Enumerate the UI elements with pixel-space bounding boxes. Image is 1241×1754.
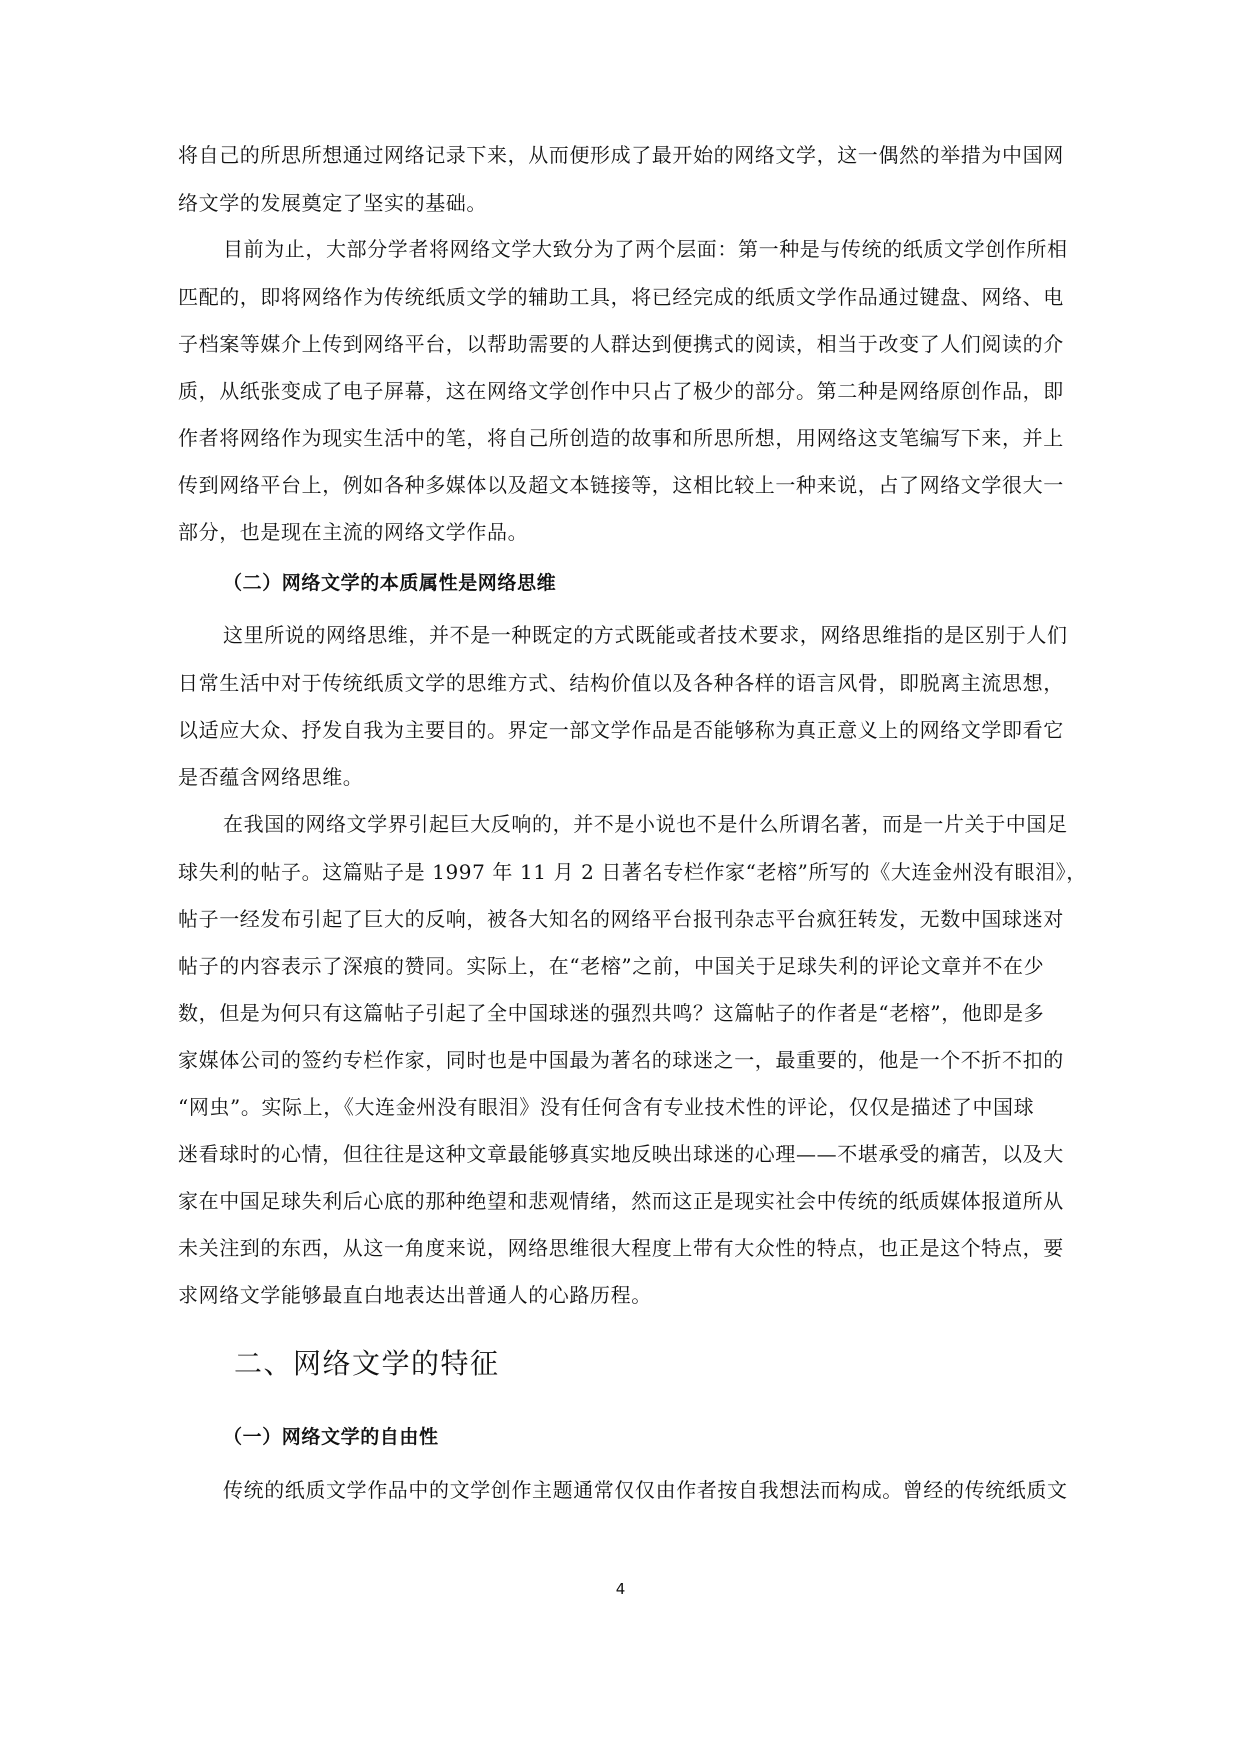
section-heading: （二）网络文学的本质属性是网络思维	[223, 572, 557, 594]
text-line: 迷看球时的心情，但往往是这种文章最能够真实地反映出球迷的心理——不堪承受的痛苦，以及大	[178, 1142, 1064, 1166]
text-line: 质，从纸张变成了电子屏幕，这在网络文学创作中只占了极少的部分。第二种是网络原创作品，即	[178, 379, 1064, 403]
text-line: 家在中国足球失利后心底的那种绝望和悲观情绪，然而这正是现实社会中传统的纸质媒体报道所从	[178, 1189, 1064, 1213]
text-line: 帖子的内容表示了深痕的赞同。实际上，在“老榕”之前，中国关于足球失利的评论文章并不在少	[178, 954, 1045, 978]
text-line: 日常生活中对于传统纸质文学的思维方式、结构价值以及各种各样的语言风骨，即脱离主流思想，	[178, 671, 1064, 695]
text-line: 是否蕴含网络思维。	[178, 765, 364, 789]
text-line: 传到网络平台上，例如各种多媒体以及超文本链接等，这相比较上一种来说，占了网络文学很大一	[178, 473, 1064, 497]
text-line: 未关注到的东西，从这一角度来说，网络思维很大程度上带有大众性的特点，也正是这个特点，要	[178, 1236, 1064, 1260]
text-line: 部分，也是现在主流的网络文学作品。	[178, 520, 529, 544]
text-line: “网虫”。实际上，《大连金州没有眼泪》没有任何含有专业技术性的评论，仅仅是描述了中国球	[178, 1095, 1035, 1119]
text-line: 以适应大众、抒发自我为主要目的。界定一部文学作品是否能够称为真正意义上的网络文学即看它	[178, 718, 1064, 742]
text-line: 家媒体公司的签约专栏作家，同时也是中国最为著名的球迷之一，最重要的，他是一个不折不扣的	[178, 1048, 1064, 1072]
text-line: 求网络文学能够最直白地表达出普通人的心路历程。	[178, 1283, 652, 1307]
text-line: 作者将网络作为现实生活中的笔，将自己所创造的故事和所思所想，用网络这支笔编写下来，并上	[178, 426, 1064, 450]
page-number: 4	[615, 1580, 626, 1598]
text-line: 数，但是为何只有这篇帖子引起了全中国球迷的强烈共鸣？这篇帖子的作者是“老榕”，他即是多	[178, 1001, 1045, 1025]
text-line: 目前为止，大部分学者将网络文学大致分为了两个层面：第一种是与传统的纸质文学创作所相	[223, 237, 1068, 261]
text-line: 子档案等媒介上传到网络平台，以帮助需要的人群达到便携式的阅读，相当于改变了人们阅读的介	[178, 332, 1064, 356]
text-line: 帖子一经发布引起了巨大的反响，被各大知名的网络平台报刊杂志平台疯狂转发，无数中国球迷对	[178, 907, 1064, 931]
text-line: 将自己的所思所想通过网络记录下来，从而便形成了最开始的网络文学，这一偶然的举措为中国网	[178, 143, 1064, 167]
text-line: 络文学的发展奠定了坚实的基础。	[178, 191, 487, 215]
text-line: 这里所说的网络思维，并不是一种既定的方式既能或者技术要求，网络思维指的是区别于人们	[223, 623, 1068, 647]
text-line: 匹配的，即将网络作为传统纸质文学的辅助工具，将已经完成的纸质文学作品通过键盘、网络、电	[178, 285, 1064, 309]
text-line: 在我国的网络文学界引起巨大反响的，并不是小说也不是什么所谓名著，而是一片关于中国足	[223, 812, 1068, 836]
subsection-heading: （一）网络文学的自由性	[223, 1426, 439, 1448]
chapter-heading: 二、网络文学的特征	[234, 1347, 500, 1380]
text-line: 球失利的帖子。这篇贴子是 1997 年 11 月 2 日著名专栏作家“老榕”所写的《大连金州没有眼泪》，	[178, 860, 1087, 884]
text-line: 传统的纸质文学作品中的文学创作主题通常仅仅由作者按自我想法而构成。曾经的传统纸质文	[223, 1478, 1068, 1502]
